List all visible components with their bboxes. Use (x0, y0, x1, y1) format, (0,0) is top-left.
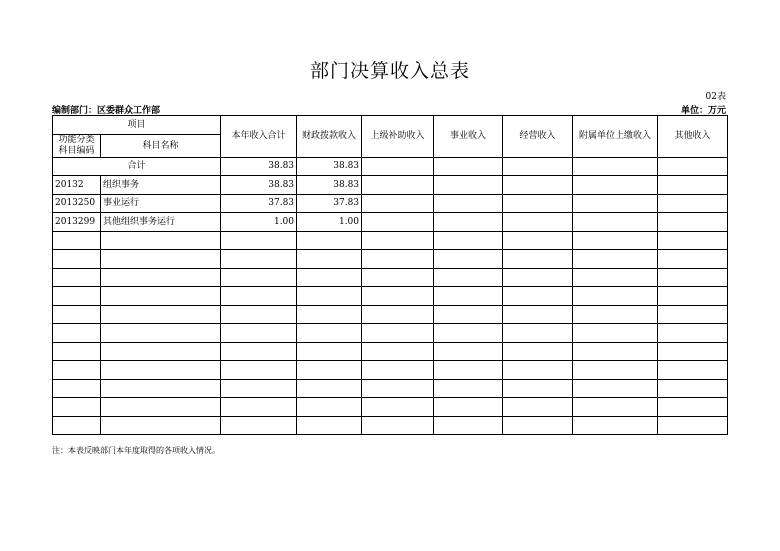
empty-cell (53, 305, 101, 324)
empty-cell (434, 398, 503, 417)
row-name: 组织事务 (101, 176, 221, 195)
empty-cell (503, 305, 573, 324)
empty-cell (434, 250, 503, 269)
empty-cell (362, 268, 434, 287)
empty-cell (221, 324, 297, 343)
row-total: 1.00 (221, 213, 297, 232)
empty-cell (503, 287, 573, 306)
empty-cell (434, 157, 503, 176)
empty-cell (221, 398, 297, 417)
empty-cell (658, 176, 728, 195)
empty-cell (434, 176, 503, 195)
empty-cell (573, 194, 658, 213)
empty-cell (658, 250, 728, 269)
empty-cell (101, 379, 221, 398)
table-header (53, 116, 728, 158)
empty-cell (573, 157, 658, 176)
empty-cell (297, 287, 362, 306)
empty-cell (101, 287, 221, 306)
empty-cell (53, 379, 101, 398)
row-fiscal: 38.83 (297, 176, 362, 195)
total-fiscal: 38.83 (297, 157, 362, 176)
table-row (53, 176, 728, 195)
empty-cell (362, 361, 434, 380)
empty-cell (434, 305, 503, 324)
empty-cell (658, 213, 728, 232)
revenue-table (52, 115, 728, 435)
empty-cell (221, 342, 297, 361)
empty-cell (503, 268, 573, 287)
row-fiscal: 1.00 (297, 213, 362, 232)
empty-cell (434, 213, 503, 232)
empty-cell (503, 342, 573, 361)
unit-label: 单位：万元 (680, 106, 726, 116)
empty-cell (573, 324, 658, 343)
header-business: 事业收入 (434, 116, 503, 158)
empty-cell (573, 231, 658, 250)
row-total: 37.83 (221, 194, 297, 213)
empty-cell (53, 287, 101, 306)
empty-cell (503, 176, 573, 195)
empty-cell (503, 324, 573, 343)
empty-cell (658, 287, 728, 306)
empty-cell (434, 324, 503, 343)
empty-row (53, 305, 728, 324)
empty-cell (221, 416, 297, 435)
empty-cell (573, 398, 658, 417)
empty-cell (297, 361, 362, 380)
empty-cell (658, 324, 728, 343)
empty-cell (297, 268, 362, 287)
empty-cell (297, 250, 362, 269)
empty-cell (297, 342, 362, 361)
empty-cell (434, 194, 503, 213)
empty-cell (503, 231, 573, 250)
row-fiscal: 37.83 (297, 194, 362, 213)
empty-cell (573, 213, 658, 232)
empty-cell (53, 250, 101, 269)
row-total: 38.83 (221, 176, 297, 195)
empty-cell (297, 379, 362, 398)
row-code: 20132 (53, 176, 101, 195)
empty-cell (658, 379, 728, 398)
empty-cell (573, 250, 658, 269)
empty-cell (362, 416, 434, 435)
empty-cell (503, 398, 573, 417)
empty-row (53, 361, 728, 380)
empty-row (53, 250, 728, 269)
empty-cell (221, 250, 297, 269)
department-label: 编制部门：区委群众工作部 (52, 106, 161, 116)
header-other: 其他收入 (658, 116, 728, 158)
header-item: 项目 (53, 116, 221, 135)
empty-cell (221, 361, 297, 380)
table-number: 02表 (705, 92, 726, 102)
empty-cell (362, 342, 434, 361)
table-row (53, 194, 728, 213)
empty-cell (573, 342, 658, 361)
empty-cell (101, 398, 221, 417)
empty-cell (101, 231, 221, 250)
empty-cell (573, 176, 658, 195)
empty-cell (503, 361, 573, 380)
empty-cell (101, 342, 221, 361)
empty-cell (434, 361, 503, 380)
empty-cell (658, 194, 728, 213)
empty-cell (101, 250, 221, 269)
empty-cell (362, 157, 434, 176)
empty-cell (53, 416, 101, 435)
empty-cell (53, 324, 101, 343)
empty-row (53, 342, 728, 361)
blank-rows (53, 231, 728, 435)
table-row (53, 213, 728, 232)
empty-cell (221, 231, 297, 250)
empty-cell (573, 361, 658, 380)
footnote: 注：本表反映部门本年度取得的各项收入情况。 (52, 446, 220, 455)
empty-cell (658, 268, 728, 287)
empty-cell (658, 361, 728, 380)
empty-cell (503, 213, 573, 232)
empty-cell (362, 194, 434, 213)
empty-cell (53, 398, 101, 417)
empty-cell (434, 379, 503, 398)
empty-cell (573, 287, 658, 306)
empty-cell (362, 398, 434, 417)
empty-cell (297, 305, 362, 324)
empty-row (53, 398, 728, 417)
empty-cell (503, 379, 573, 398)
empty-cell (362, 305, 434, 324)
total-label: 合计 (53, 157, 221, 176)
empty-cell (658, 416, 728, 435)
total-row (53, 157, 728, 176)
empty-cell (101, 361, 221, 380)
empty-cell (362, 213, 434, 232)
empty-cell (658, 157, 728, 176)
empty-cell (362, 250, 434, 269)
empty-cell (362, 287, 434, 306)
empty-row (53, 324, 728, 343)
empty-cell (53, 268, 101, 287)
empty-cell (658, 398, 728, 417)
empty-cell (101, 324, 221, 343)
row-name: 事业运行 (101, 194, 221, 213)
row-code: 2013299 (53, 213, 101, 232)
empty-cell (101, 305, 221, 324)
row-name: 其他组织事务运行 (101, 213, 221, 232)
empty-cell (658, 342, 728, 361)
page-title: 部门决算收入总表 (309, 60, 470, 82)
empty-row (53, 268, 728, 287)
empty-cell (434, 416, 503, 435)
header-superior: 上级补助收入 (362, 116, 434, 158)
empty-cell (658, 305, 728, 324)
empty-cell (434, 231, 503, 250)
empty-row (53, 287, 728, 306)
empty-cell (221, 287, 297, 306)
empty-cell (221, 268, 297, 287)
total-total: 38.83 (221, 157, 297, 176)
empty-cell (362, 324, 434, 343)
empty-cell (503, 416, 573, 435)
empty-cell (101, 416, 221, 435)
empty-cell (101, 268, 221, 287)
empty-cell (221, 305, 297, 324)
empty-cell (503, 250, 573, 269)
empty-cell (434, 268, 503, 287)
empty-cell (362, 231, 434, 250)
empty-cell (573, 305, 658, 324)
empty-cell (434, 342, 503, 361)
header-operating: 经营收入 (503, 116, 573, 158)
empty-cell (362, 176, 434, 195)
header-fiscal: 财政拨款收入 (297, 116, 362, 158)
header-total: 本年收入合计 (221, 116, 297, 158)
empty-cell (221, 379, 297, 398)
empty-cell (53, 342, 101, 361)
empty-cell (53, 231, 101, 250)
header-name: 科目名称 (101, 134, 221, 157)
empty-cell (503, 194, 573, 213)
empty-cell (362, 379, 434, 398)
empty-cell (503, 157, 573, 176)
row-code: 2013250 (53, 194, 101, 213)
empty-cell (297, 398, 362, 417)
empty-row (53, 416, 728, 435)
empty-row (53, 379, 728, 398)
empty-cell (297, 231, 362, 250)
header-code: 功能分类科目编码 (53, 134, 101, 157)
empty-cell (573, 416, 658, 435)
empty-cell (297, 324, 362, 343)
empty-cell (573, 379, 658, 398)
empty-cell (53, 361, 101, 380)
empty-row (53, 231, 728, 250)
empty-cell (573, 268, 658, 287)
empty-cell (658, 231, 728, 250)
header-affiliated: 附属单位上缴收入 (573, 116, 658, 158)
empty-cell (297, 416, 362, 435)
empty-cell (434, 287, 503, 306)
